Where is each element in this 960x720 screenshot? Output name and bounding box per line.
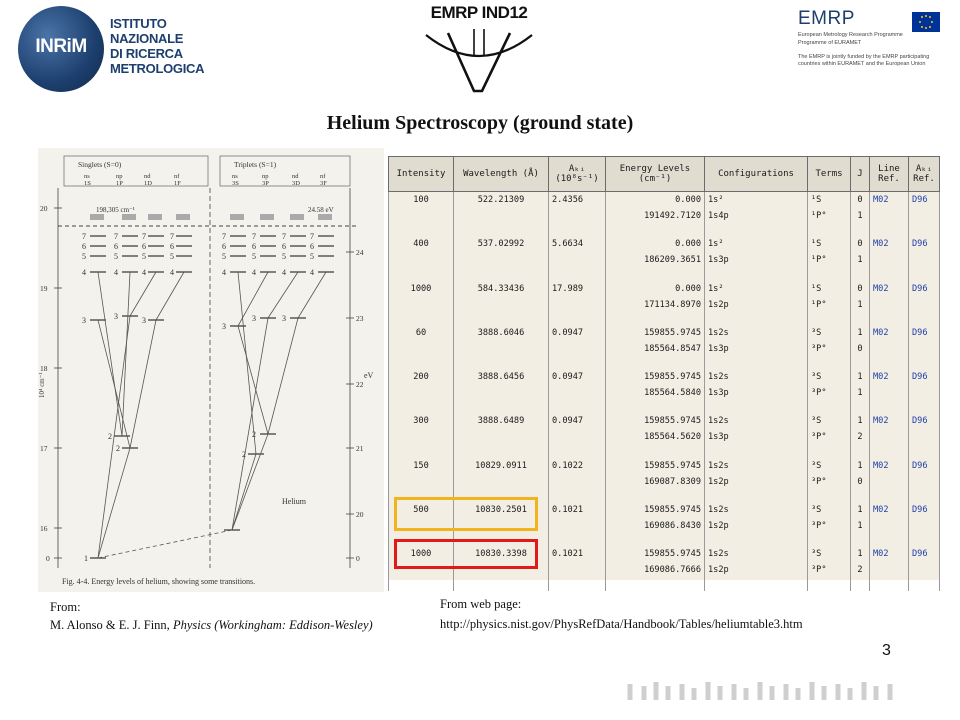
energy-level-diagram-graphic xyxy=(38,148,384,592)
column-header: Aₖᵢ (10⁸s⁻¹) xyxy=(549,157,606,192)
inrim-logo-line: ISTITUTO xyxy=(110,16,167,31)
configuration-cell xyxy=(705,236,808,280)
triplet-col-label: np xyxy=(262,173,269,180)
svg-text:4: 4 xyxy=(222,268,226,277)
configuration-cell xyxy=(705,458,808,502)
table-row xyxy=(389,236,940,280)
term-cell xyxy=(808,502,851,546)
svg-text:6: 6 xyxy=(282,242,286,251)
eu-flag-icon xyxy=(912,12,940,32)
left-tick-label: 20 xyxy=(40,204,48,213)
svg-text:3: 3 xyxy=(142,316,146,325)
energy-lower: 159855.9745 xyxy=(644,460,701,471)
svg-text:3: 3 xyxy=(252,314,256,323)
svg-text:3: 3 xyxy=(222,322,226,331)
term-upper: ¹P° xyxy=(811,255,827,266)
j-cell xyxy=(851,413,870,457)
j-lower: 0 xyxy=(857,283,863,294)
inrim-logo-line: DI RICERCA xyxy=(110,46,183,61)
aki-cell: 0.0947 xyxy=(549,413,606,457)
energy-lower: 159855.9745 xyxy=(644,416,701,427)
j-upper: 1 xyxy=(857,521,863,532)
source-url-link[interactable]: http://physics.nist.gov/PhysRefData/Handbook/Tables/heliumtable3.htm xyxy=(440,617,803,631)
wavelength-cell: 522.21309 xyxy=(454,192,549,237)
intensity-cell: 100 xyxy=(389,192,454,237)
j-lower: 0 xyxy=(857,239,863,250)
j-cell xyxy=(851,369,870,413)
svg-text:4: 4 xyxy=(142,268,146,277)
table-row xyxy=(389,192,940,237)
page-number: 3 xyxy=(882,642,891,659)
column-header: Terms xyxy=(808,157,851,192)
energy-lower: 159855.9745 xyxy=(644,505,701,516)
aki-cell: 2.4356 xyxy=(549,192,606,237)
left-tick-label: 19 xyxy=(40,284,48,293)
aki-ref-link[interactable]: D96 xyxy=(909,281,940,325)
singlet-term-label: 1D xyxy=(144,180,152,187)
energy-upper: 185564.5620 xyxy=(644,432,701,443)
aki-ref-link[interactable]: D96 xyxy=(909,192,940,237)
config-lower: 1s2s xyxy=(708,416,729,427)
j-lower: 1 xyxy=(857,327,863,338)
svg-text:3: 3 xyxy=(82,316,86,325)
term-cell xyxy=(808,325,851,369)
inrim-logo xyxy=(18,6,205,92)
table-row xyxy=(389,413,940,457)
wavelength-cell: 10830.3398 xyxy=(454,546,549,590)
config-lower: 1s2s xyxy=(708,460,729,471)
svg-text:4: 4 xyxy=(252,268,256,277)
line-ref-link[interactable]: M02 xyxy=(870,369,909,413)
intensity-cell: 1000 xyxy=(389,546,454,590)
svg-text:7: 7 xyxy=(142,232,146,241)
source-label: From: xyxy=(50,600,81,614)
wavelength-cell: 3888.6046 xyxy=(454,325,549,369)
left-tick-label: 0 xyxy=(46,554,50,563)
table-row xyxy=(389,325,940,369)
triplet-term-label: 3F xyxy=(320,180,327,187)
ionization-right-label: 24.58 eV xyxy=(308,206,334,214)
svg-text:5: 5 xyxy=(310,252,314,261)
j-upper: 1 xyxy=(857,255,863,266)
line-ref-link[interactable]: M02 xyxy=(870,546,909,590)
energy-upper: 185564.8547 xyxy=(644,343,701,354)
decorative-ruler xyxy=(620,676,940,706)
right-axis-label: eV xyxy=(364,371,374,380)
term-upper: ³P° xyxy=(811,343,827,354)
aki-cell: 0.1021 xyxy=(549,502,606,546)
singlet-term-label: 1F xyxy=(174,180,181,187)
term-lower: ¹S xyxy=(811,239,822,250)
configuration-cell xyxy=(705,369,808,413)
intensity-cell: 500 xyxy=(389,502,454,546)
j-cell xyxy=(851,546,870,590)
line-ref-link[interactable]: M02 xyxy=(870,502,909,546)
right-tick-label: 20 xyxy=(356,510,364,519)
term-cell xyxy=(808,281,851,325)
term-lower: ³S xyxy=(811,549,822,560)
aki-ref-link[interactable]: D96 xyxy=(909,236,940,280)
config-lower: 1s2s xyxy=(708,327,729,338)
energy-lower: 159855.9745 xyxy=(644,327,701,338)
svg-text:2: 2 xyxy=(108,432,112,441)
j-upper: 0 xyxy=(857,343,863,354)
singlet-col-label: nd xyxy=(144,173,151,180)
config-lower: 1s2s xyxy=(708,372,729,383)
term-upper: ³P° xyxy=(811,476,827,487)
energy-lower: 0.000 xyxy=(675,195,701,205)
energy-upper: 169087.8309 xyxy=(644,476,701,487)
table-row xyxy=(389,281,940,325)
wavelength-cell: 10829.0911 xyxy=(454,458,549,502)
triplet-col-label: ns xyxy=(232,173,238,180)
aki-cell: 17.989 xyxy=(549,281,606,325)
wavelength-cell: 3888.6456 xyxy=(454,369,549,413)
line-ref-link[interactable]: M02 xyxy=(870,192,909,237)
energy-cell xyxy=(606,546,705,590)
svg-text:6: 6 xyxy=(82,242,86,251)
aki-cell: 0.0947 xyxy=(549,325,606,369)
right-tick-label: 24 xyxy=(356,248,364,257)
singlet-term-label: 1P xyxy=(116,180,123,187)
intensity-cell: 400 xyxy=(389,236,454,280)
triplet-term-label: 3P xyxy=(262,180,269,187)
svg-text:4: 4 xyxy=(310,268,314,277)
energy-lower: 0.000 xyxy=(675,283,701,294)
column-header: Line Ref. xyxy=(870,157,909,192)
svg-text:3: 3 xyxy=(114,312,118,321)
j-upper: 1 xyxy=(857,388,863,399)
intensity-cell: 1000 xyxy=(389,281,454,325)
aki-ref-link[interactable]: D96 xyxy=(909,502,940,546)
line-ref-link[interactable]: M02 xyxy=(870,413,909,457)
term-upper: ¹P° xyxy=(811,299,827,310)
emrp-logo xyxy=(798,8,948,88)
term-lower: ³S xyxy=(811,327,822,338)
j-upper: 1 xyxy=(857,299,863,310)
intensity-cell: 300 xyxy=(389,413,454,457)
triplets-title: Triplets (S=1) xyxy=(234,160,277,169)
aki-cell: 0.0947 xyxy=(549,369,606,413)
aki-ref-link[interactable]: D96 xyxy=(909,325,940,369)
svg-text:2: 2 xyxy=(116,444,120,453)
svg-text:4: 4 xyxy=(82,268,86,277)
config-lower: 1s² xyxy=(708,283,724,294)
book-title: Physics (Workingham: Eddison-Wesley) xyxy=(172,618,373,632)
column-header: Aₖᵢ Ref. xyxy=(909,157,940,192)
term-lower: ¹S xyxy=(811,195,822,205)
svg-text:2: 2 xyxy=(252,430,256,439)
config-upper: 1s2p xyxy=(708,521,729,532)
project-logo xyxy=(418,3,540,95)
config-upper: 1s3p xyxy=(708,343,729,354)
triplet-term-label: 3D xyxy=(292,180,300,187)
j-cell xyxy=(851,502,870,546)
config-upper: 1s3p xyxy=(708,255,729,266)
intensity-cell: 150 xyxy=(389,458,454,502)
inrim-logo-line: NAZIONALE xyxy=(110,31,184,46)
svg-text:5: 5 xyxy=(114,252,118,261)
svg-text:6: 6 xyxy=(170,242,174,251)
aki-ref-link[interactable]: D96 xyxy=(909,546,940,590)
left-axis-label: 10⁴ cm⁻¹ xyxy=(38,372,46,398)
j-cell xyxy=(851,281,870,325)
j-lower: 0 xyxy=(857,195,863,205)
triplet-col-label: nf xyxy=(320,173,326,180)
project-logo-graphic xyxy=(418,25,540,95)
j-upper: 2 xyxy=(857,432,863,443)
column-header: Energy Levels (cm⁻¹) xyxy=(606,157,705,192)
wavelength-cell: 537.02992 xyxy=(454,236,549,280)
config-lower: 1s2s xyxy=(708,549,729,560)
singlets-title: Singlets (S=0) xyxy=(78,160,122,169)
energy-upper: 185564.5840 xyxy=(644,388,701,399)
energy-lower: 159855.9745 xyxy=(644,549,701,560)
configuration-cell xyxy=(705,325,808,369)
svg-text:7: 7 xyxy=(282,232,286,241)
config-lower: 1s² xyxy=(708,195,724,205)
source-citation-web xyxy=(440,594,920,634)
aki-cell: 0.1021 xyxy=(549,546,606,590)
column-header: Wavelength (Å) xyxy=(454,157,549,192)
j-lower: 1 xyxy=(857,505,863,516)
aki-ref-link[interactable]: D96 xyxy=(909,458,940,502)
j-lower: 1 xyxy=(857,416,863,427)
config-upper: 1s2p xyxy=(708,476,729,487)
j-lower: 1 xyxy=(857,372,863,383)
energy-cell xyxy=(606,325,705,369)
singlet-col-label: np xyxy=(116,173,123,180)
line-ref-link[interactable]: M02 xyxy=(870,281,909,325)
diagram-caption: Fig. 4-4. Energy levels of helium, showing some transitions. xyxy=(62,577,256,586)
aki-cell: 0.1022 xyxy=(549,458,606,502)
intensity-cell: 60 xyxy=(389,325,454,369)
energy-level-diagram xyxy=(38,148,384,592)
j-cell xyxy=(851,325,870,369)
svg-text:4: 4 xyxy=(282,268,286,277)
project-logo-title: EMRP IND12 xyxy=(430,3,528,22)
svg-text:5: 5 xyxy=(170,252,174,261)
wavelength-cell: 10830.2501 xyxy=(454,502,549,546)
singlet-col-label: nf xyxy=(174,173,180,180)
svg-text:2: 2 xyxy=(242,450,246,459)
source-citation-book xyxy=(50,598,380,634)
inrim-logo-line: METROLOGICA xyxy=(110,61,205,76)
svg-text:6: 6 xyxy=(142,242,146,251)
element-label: Helium xyxy=(282,497,306,506)
aki-ref-link[interactable]: D96 xyxy=(909,369,940,413)
energy-upper: 169086.8430 xyxy=(644,521,701,532)
config-lower: 1s² xyxy=(708,239,724,250)
energy-upper: 186209.3651 xyxy=(644,255,701,266)
configuration-cell xyxy=(705,502,808,546)
left-tick-label: 16 xyxy=(40,524,48,533)
svg-text:5: 5 xyxy=(252,252,256,261)
svg-text:7: 7 xyxy=(222,232,226,241)
highlight-box-gold xyxy=(394,497,538,531)
energy-cell xyxy=(606,502,705,546)
book-reference xyxy=(50,616,380,634)
term-cell xyxy=(808,236,851,280)
term-lower: ³S xyxy=(811,505,822,516)
term-cell xyxy=(808,546,851,590)
energy-cell xyxy=(606,192,705,237)
energy-cell xyxy=(606,458,705,502)
j-cell xyxy=(851,192,870,237)
energy-upper: 191492.7120 xyxy=(644,211,701,221)
energy-upper: 169086.7666 xyxy=(644,565,701,576)
source-label: From web page: xyxy=(440,597,522,611)
energy-lower: 0.000 xyxy=(675,239,701,250)
intensity-cell: 200 xyxy=(389,369,454,413)
emrp-logo-subtitle-2: Programme of EURAMET xyxy=(798,40,862,46)
singlet-col-label: ns xyxy=(84,173,90,180)
energy-cell xyxy=(606,413,705,457)
j-cell xyxy=(851,458,870,502)
svg-text:4: 4 xyxy=(114,268,118,277)
table-row xyxy=(389,369,940,413)
config-upper: 1s2p xyxy=(708,565,729,576)
triplet-col-label: nd xyxy=(292,173,299,180)
configuration-cell xyxy=(705,281,808,325)
energy-cell xyxy=(606,236,705,280)
term-upper: ³P° xyxy=(811,432,827,443)
term-cell xyxy=(808,369,851,413)
svg-text:5: 5 xyxy=(142,252,146,261)
svg-text:7: 7 xyxy=(310,232,314,241)
configuration-cell xyxy=(705,546,808,590)
singlet-term-label: 1S xyxy=(84,180,91,187)
right-tick-label: 0 xyxy=(356,554,360,563)
right-tick-label: 21 xyxy=(356,444,364,453)
column-header: Configurations xyxy=(705,157,808,192)
table-row xyxy=(389,458,940,502)
right-tick-label: 22 xyxy=(356,380,364,389)
line-ref-link[interactable]: M02 xyxy=(870,458,909,502)
slide-title: Helium Spectroscopy (ground state) xyxy=(326,112,634,134)
term-upper: ³P° xyxy=(811,521,827,532)
right-tick-label: 23 xyxy=(356,314,364,323)
left-tick-label: 18 xyxy=(40,364,48,373)
configuration-cell xyxy=(705,192,808,237)
emrp-logo-note: The EMRP is jointly funded by the EMRP participating countries within EURAMET and the European Union xyxy=(798,54,930,67)
energy-cell xyxy=(606,369,705,413)
line-ref-link[interactable]: M02 xyxy=(870,236,909,280)
j-upper: 0 xyxy=(857,476,863,487)
svg-text:5: 5 xyxy=(222,252,226,261)
j-lower: 1 xyxy=(857,549,863,560)
emrp-logo-subtitle: European Metrology Research Programme xyxy=(798,32,903,38)
energy-lower: 159855.9745 xyxy=(644,372,701,383)
term-lower: ³S xyxy=(811,416,822,427)
book-authors: M. Alonso & E. J. Finn, xyxy=(50,618,173,632)
triplet-term-label: 3S xyxy=(232,180,239,187)
term-lower: ³S xyxy=(811,460,822,471)
highlight-box-red xyxy=(394,539,538,569)
inrim-logo-mark xyxy=(18,6,104,92)
term-lower: ³S xyxy=(811,372,822,383)
svg-text:6: 6 xyxy=(310,242,314,251)
config-upper: 1s3p xyxy=(708,432,729,443)
aki-cell: 5.6634 xyxy=(549,236,606,280)
term-upper: ³P° xyxy=(811,565,827,576)
svg-text:7: 7 xyxy=(82,232,86,241)
energy-cell xyxy=(606,281,705,325)
energy-upper: 171134.8970 xyxy=(644,299,701,310)
svg-text:3: 3 xyxy=(282,314,286,323)
svg-text:4: 4 xyxy=(170,268,174,277)
j-upper: 1 xyxy=(857,211,863,221)
inrim-logo-words xyxy=(110,16,204,76)
left-tick-label: 17 xyxy=(40,444,48,453)
term-upper: ¹P° xyxy=(811,211,827,221)
svg-text:6: 6 xyxy=(114,242,118,251)
term-lower: ¹S xyxy=(811,283,822,294)
svg-text:5: 5 xyxy=(282,252,286,261)
wavelength-cell: 3888.6489 xyxy=(454,413,549,457)
column-header: Intensity xyxy=(389,157,454,192)
j-cell xyxy=(851,236,870,280)
config-upper: 1s4p xyxy=(708,211,729,221)
inrim-logo-mark-text: INRiM xyxy=(35,36,87,57)
ionization-left-label: 198,305 cm⁻¹ xyxy=(96,206,135,214)
svg-text:6: 6 xyxy=(222,242,226,251)
emrp-logo-word: EMRP xyxy=(798,8,855,29)
term-cell xyxy=(808,458,851,502)
svg-text:6: 6 xyxy=(252,242,256,251)
aki-ref-link[interactable]: D96 xyxy=(909,413,940,457)
j-lower: 1 xyxy=(857,460,863,471)
term-cell xyxy=(808,192,851,237)
config-upper: 1s2p xyxy=(708,299,729,310)
svg-text:7: 7 xyxy=(170,232,174,241)
configuration-cell xyxy=(705,413,808,457)
config-lower: 1s2s xyxy=(708,505,729,516)
term-upper: ³P° xyxy=(811,388,827,399)
table-header-row xyxy=(389,157,940,192)
svg-text:1: 1 xyxy=(84,554,88,563)
j-upper: 2 xyxy=(857,565,863,576)
config-upper: 1s3p xyxy=(708,388,729,399)
column-header: J xyxy=(851,157,870,192)
wavelength-cell: 584.33436 xyxy=(454,281,549,325)
svg-text:5: 5 xyxy=(82,252,86,261)
svg-text:7: 7 xyxy=(252,232,256,241)
line-ref-link[interactable]: M02 xyxy=(870,325,909,369)
svg-text:7: 7 xyxy=(114,232,118,241)
term-cell xyxy=(808,413,851,457)
